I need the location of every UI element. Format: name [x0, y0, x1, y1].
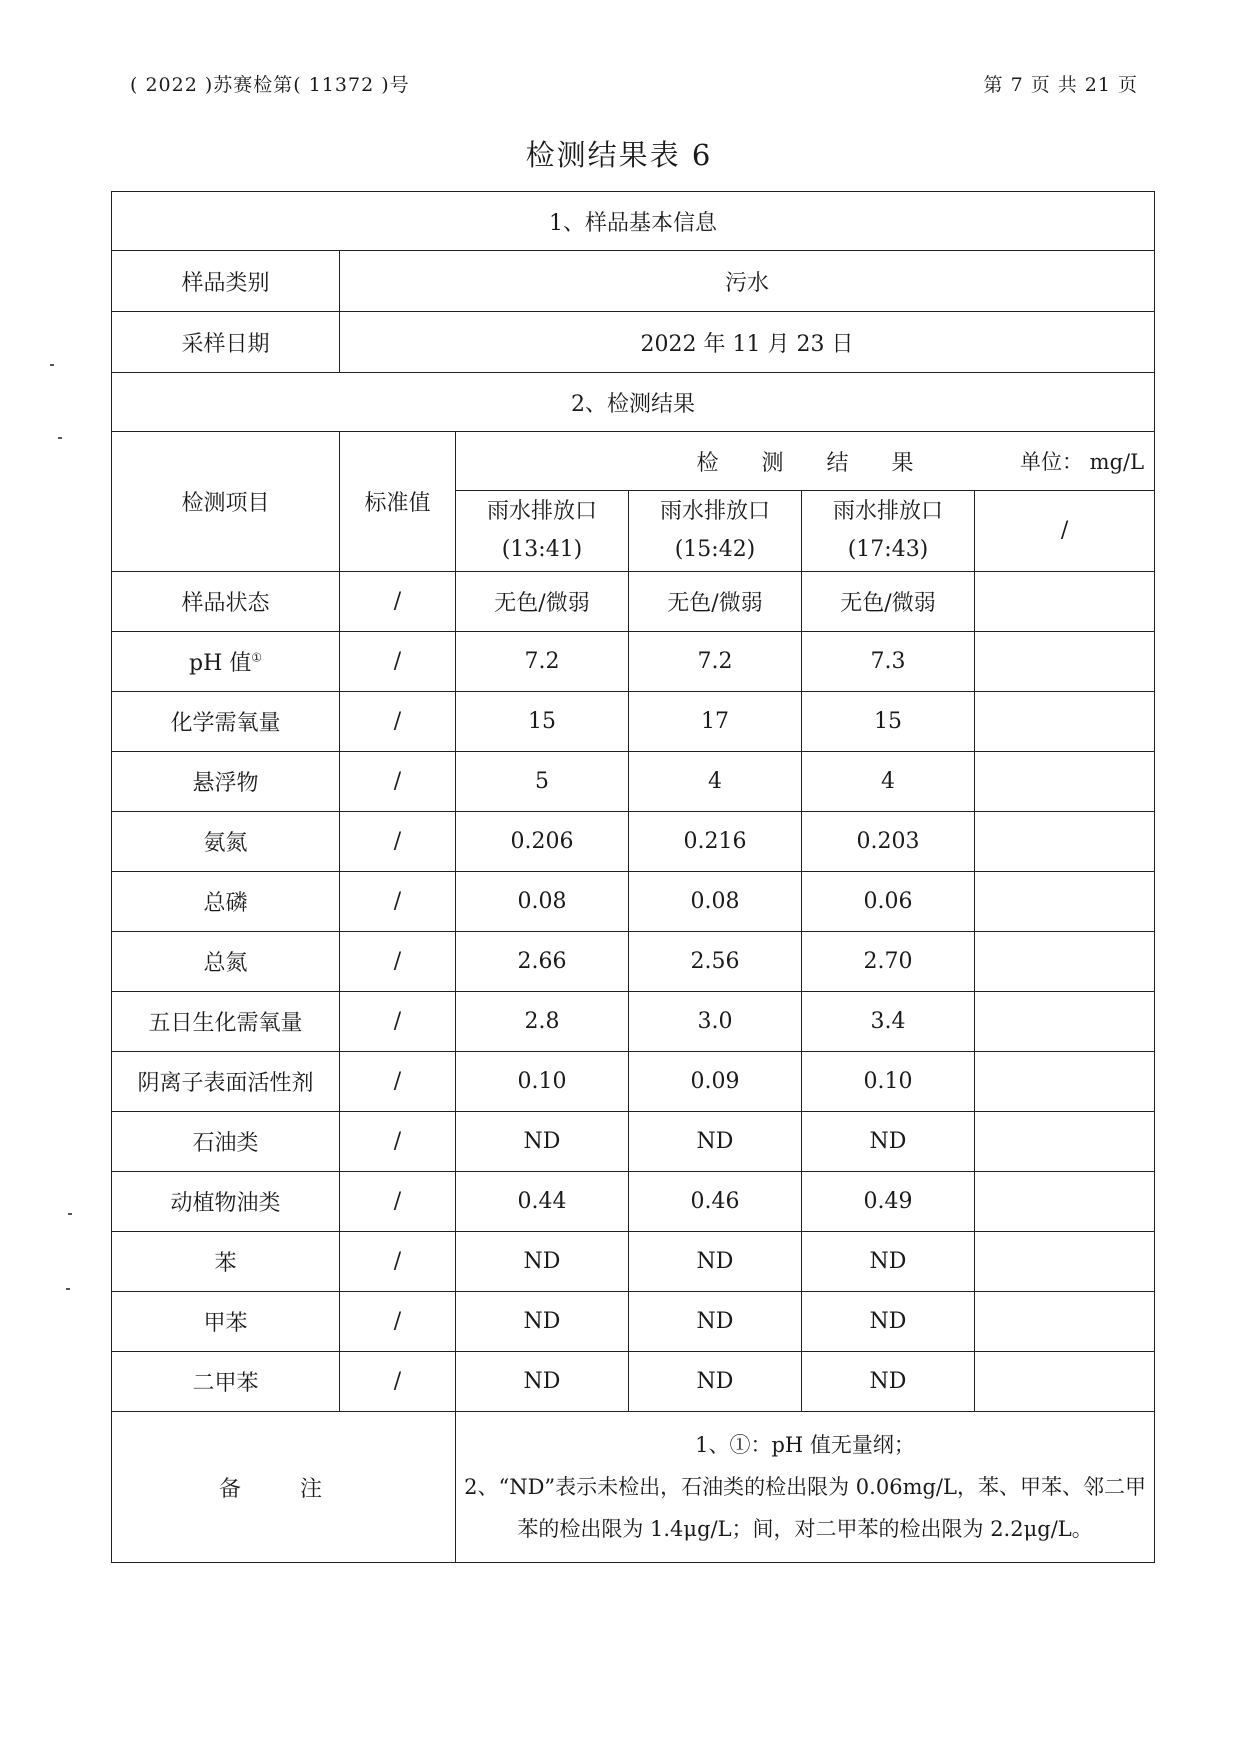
standard-value: /	[340, 932, 456, 992]
result-value: 0.49	[802, 1172, 975, 1232]
result-value: ND	[456, 1232, 629, 1292]
result-value: 0.10	[802, 1052, 975, 1112]
table-row	[112, 752, 1155, 812]
item-name: 二甲苯	[112, 1352, 340, 1412]
section-basic-info-heading: 1、样品基本信息	[112, 192, 1155, 251]
item-name: 动植物油类	[112, 1172, 340, 1232]
result-value: ND	[629, 1112, 802, 1172]
standard-value: /	[340, 1292, 456, 1352]
result-value: 无色/微弱	[629, 572, 802, 632]
empty-cell	[975, 692, 1155, 752]
table-row	[112, 992, 1155, 1052]
empty-cell	[975, 932, 1155, 992]
result-value: 0.203	[802, 812, 975, 872]
info-label: 采样日期	[112, 312, 340, 373]
standard-value: /	[340, 992, 456, 1052]
empty-cell	[975, 812, 1155, 872]
standard-value: /	[340, 692, 456, 752]
sample-point-header: /	[975, 491, 1155, 572]
item-name: 化学需氧量	[112, 692, 340, 752]
standard-value: /	[340, 1112, 456, 1172]
empty-cell	[975, 1352, 1155, 1412]
table-row	[112, 1112, 1155, 1172]
result-value: 0.46	[629, 1172, 802, 1232]
result-value: 0.216	[629, 812, 802, 872]
standard-value: /	[340, 572, 456, 632]
empty-cell	[975, 872, 1155, 932]
table-row	[112, 1232, 1155, 1292]
item-name: 总磷	[112, 872, 340, 932]
report-number: ( 2022 )苏赛检第( 11372 )号	[130, 74, 410, 96]
standard-value: /	[340, 812, 456, 872]
result-value: ND	[802, 1232, 975, 1292]
empty-cell	[975, 1292, 1155, 1352]
result-value: ND	[802, 1292, 975, 1352]
scan-speck	[50, 364, 54, 366]
footnote-mark: ①	[251, 650, 263, 665]
result-value: ND	[629, 1352, 802, 1412]
result-value: 3.0	[629, 992, 802, 1052]
sample-point-header: 雨水排放口 (15:42)	[629, 491, 802, 572]
table-row	[112, 632, 1155, 692]
item-name: 样品状态	[112, 572, 340, 632]
notes-label: 备 注	[112, 1412, 456, 1563]
notes-content	[456, 1412, 1155, 1563]
table-row	[112, 812, 1155, 872]
table-row	[112, 932, 1155, 992]
results-header	[456, 432, 1155, 491]
result-value: 4	[802, 752, 975, 812]
standard-value: /	[340, 632, 456, 692]
result-value: 3.4	[802, 992, 975, 1052]
result-value: 4	[629, 752, 802, 812]
scan-speck	[68, 1213, 72, 1215]
result-value: ND	[456, 1352, 629, 1412]
result-value: 2.8	[456, 992, 629, 1052]
page-title: 检测结果表 6	[525, 138, 713, 172]
result-value: 0.10	[456, 1052, 629, 1112]
notes-row	[112, 1412, 1155, 1563]
note-line: 1、①：pH 值无量纲；	[695, 1433, 915, 1457]
col-header-item: 检测项目	[112, 432, 340, 572]
empty-cell	[975, 632, 1155, 692]
empty-cell	[975, 1172, 1155, 1232]
result-value: 0.09	[629, 1052, 802, 1112]
result-value: 0.08	[629, 872, 802, 932]
note-line: 2、“ND”表示未检出，石油类的检出限为 0.06mg/L，苯、甲苯、邻二甲苯的检出限为 1.4μg/L；间，对二甲苯的检出限为 2.2μg/L。	[464, 1475, 1146, 1541]
table-row	[112, 1292, 1155, 1352]
table-row	[112, 1352, 1155, 1412]
standard-value: /	[340, 1352, 456, 1412]
table-row	[112, 872, 1155, 932]
result-value: 17	[629, 692, 802, 752]
info-row	[112, 251, 1155, 312]
standard-value: /	[340, 1172, 456, 1232]
result-value: ND	[456, 1112, 629, 1172]
result-value: ND	[456, 1292, 629, 1352]
info-value: 2022 年 11 月 23 日	[340, 312, 1155, 373]
results-label: 检 测 结 果	[696, 450, 932, 476]
result-value: 2.66	[456, 932, 629, 992]
col-header-standard: 标准值	[340, 432, 456, 572]
item-name: 苯	[112, 1232, 340, 1292]
results-table	[111, 191, 1155, 1563]
result-value: 15	[802, 692, 975, 752]
empty-cell	[975, 1232, 1155, 1292]
table-row	[112, 1172, 1155, 1232]
info-value: 污水	[340, 251, 1155, 312]
item-name: 阴离子表面活性剂	[112, 1052, 340, 1112]
item-name: pH 值①	[112, 632, 340, 692]
scan-speck	[66, 1288, 70, 1290]
standard-value: /	[340, 752, 456, 812]
result-value: 2.70	[802, 932, 975, 992]
standard-value: /	[340, 1052, 456, 1112]
item-name: 氨氮	[112, 812, 340, 872]
result-value: 无色/微弱	[802, 572, 975, 632]
result-value: 15	[456, 692, 629, 752]
standard-value: /	[340, 1232, 456, 1292]
item-name: 悬浮物	[112, 752, 340, 812]
page-indicator: 第 7 页 共 21 页	[983, 74, 1138, 96]
result-value: 7.2	[456, 632, 629, 692]
result-value: 0.06	[802, 872, 975, 932]
empty-cell	[975, 572, 1155, 632]
result-value: 2.56	[629, 932, 802, 992]
item-name: 甲苯	[112, 1292, 340, 1352]
result-value: ND	[629, 1232, 802, 1292]
table-row	[112, 1052, 1155, 1112]
item-name: 石油类	[112, 1112, 340, 1172]
empty-cell	[975, 752, 1155, 812]
section-results-heading: 2、检测结果	[112, 373, 1155, 432]
result-value: ND	[802, 1112, 975, 1172]
sample-point-header: 雨水排放口 (17:43)	[802, 491, 975, 572]
info-row	[112, 312, 1155, 373]
info-label: 样品类别	[112, 251, 340, 312]
table-row	[112, 572, 1155, 632]
standard-value: /	[340, 872, 456, 932]
unit-label: 单位： mg/L	[1020, 450, 1145, 474]
scan-speck	[58, 437, 62, 439]
result-value: 0.206	[456, 812, 629, 872]
item-name: 五日生化需氧量	[112, 992, 340, 1052]
item-name: 总氮	[112, 932, 340, 992]
result-value: 0.08	[456, 872, 629, 932]
result-value: 0.44	[456, 1172, 629, 1232]
result-value: ND	[802, 1352, 975, 1412]
sample-point-header: 雨水排放口 (13:41)	[456, 491, 629, 572]
result-value: 无色/微弱	[456, 572, 629, 632]
result-value: 7.3	[802, 632, 975, 692]
empty-cell	[975, 1112, 1155, 1172]
result-value: 5	[456, 752, 629, 812]
result-value: ND	[629, 1292, 802, 1352]
empty-cell	[975, 1052, 1155, 1112]
empty-cell	[975, 992, 1155, 1052]
table-row	[112, 692, 1155, 752]
result-value: 7.2	[629, 632, 802, 692]
